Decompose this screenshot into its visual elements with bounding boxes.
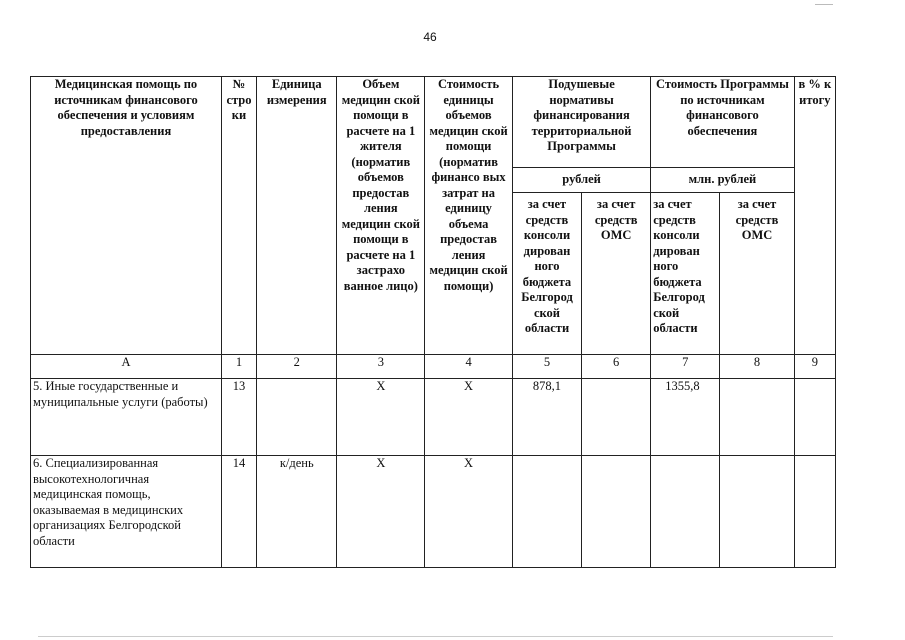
financing-table — [30, 76, 836, 568]
header-row-number: № стро ки — [221, 77, 256, 355]
header-per-capita-oms: за счет средств ОМС — [582, 193, 651, 355]
header-per-capita: Подушевые нормативы финансирования территориальной Программы — [512, 77, 650, 168]
column-number: 2 — [257, 355, 337, 379]
column-number: А — [31, 355, 222, 379]
table-row — [31, 456, 836, 568]
row-volume: Х — [337, 456, 425, 568]
row-per-capita-oms — [582, 456, 651, 568]
column-number: 5 — [512, 355, 581, 379]
row-per-capita-budget — [512, 456, 581, 568]
row-unit — [257, 379, 337, 456]
header-program-budget: за счет средств консоли дирован ного бюджета Белгород ской области — [651, 193, 720, 355]
row-volume: Х — [337, 379, 425, 456]
header-med-help: Медицинская помощь по источникам финансового обеспечения и условиям предоставления — [31, 77, 222, 355]
row-cost-unit: Х — [425, 379, 513, 456]
column-number: 1 — [221, 355, 256, 379]
header-per-capita-budget: за счет средств консоли дирован ного бюджета Белгород ской области — [512, 193, 581, 355]
column-number: 9 — [794, 355, 835, 379]
table-row — [31, 379, 836, 456]
row-per-capita-budget: 878,1 — [512, 379, 581, 456]
row-program-budget — [651, 456, 720, 568]
page-number: 46 — [423, 30, 437, 44]
header-percent: в % к итогу — [794, 77, 835, 355]
row-program-budget: 1355,8 — [651, 379, 720, 456]
scan-mark — [815, 4, 833, 5]
header-unit: Единица измерения — [257, 77, 337, 355]
row-percent — [794, 379, 835, 456]
row-program-oms — [720, 456, 794, 568]
column-number: 6 — [582, 355, 651, 379]
row-percent — [794, 456, 835, 568]
header-cost-unit: Стоимость единицы объемов медицин ской помощи (норматив финансо вых затрат на единицу объема предостав ления медицин ской помощи) — [425, 77, 513, 355]
row-cost-unit: Х — [425, 456, 513, 568]
row-program-oms — [720, 379, 794, 456]
header-rubles: рублей — [512, 168, 650, 193]
column-number: 8 — [720, 355, 794, 379]
column-number: 4 — [425, 355, 513, 379]
row-number: 14 — [221, 456, 256, 568]
column-number: 3 — [337, 355, 425, 379]
row-unit: к/день — [257, 456, 337, 568]
row-name: 6. Специализированная высокотехнологичная медицинская помощь, оказываемая в медицинских организациях Белгородской области — [31, 456, 222, 568]
column-number-row — [31, 355, 836, 379]
column-number: 7 — [651, 355, 720, 379]
header-program-cost: Стоимость Программы по источникам финансового обеспечения — [651, 77, 794, 168]
scan-edge-line — [38, 636, 833, 637]
row-per-capita-oms — [582, 379, 651, 456]
header-program-oms: за счет средств ОМС — [720, 193, 794, 355]
header-mln-rubles: млн. рублей — [651, 168, 794, 193]
row-number: 13 — [221, 379, 256, 456]
header-volume: Объем медицин ской помощи в расчете на 1 жителя (норматив объемов предостав ления медицин ской помощи в расчете на 1 застрахо ванное лицо) — [337, 77, 425, 355]
row-name: 5. Иные государственные и муниципальные услуги (работы) — [31, 379, 222, 456]
